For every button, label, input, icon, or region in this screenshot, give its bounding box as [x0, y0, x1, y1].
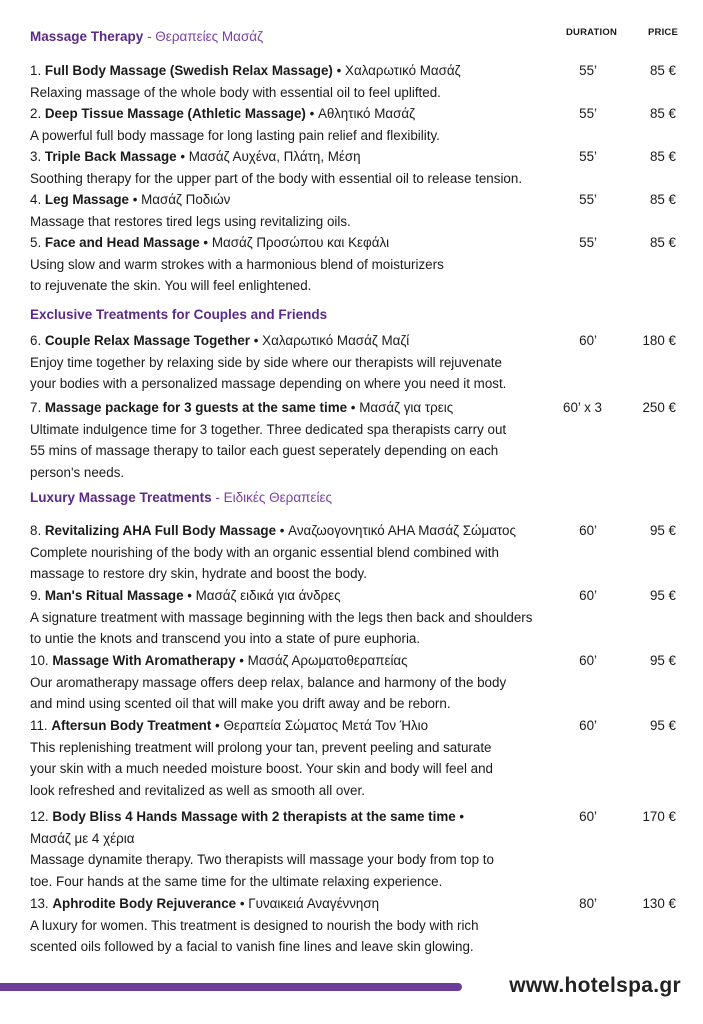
- treatment-description: Using slow and warm strokes with a harmonious blend of moisturizers: [30, 256, 444, 272]
- treatment-name: Man's Ritual Massage: [44, 588, 184, 603]
- treatment-price: 85 €: [649, 192, 676, 207]
- treatment-item: [30, 715, 690, 801]
- treatment-number: 13.: [30, 896, 53, 911]
- treatment-description: your skin with a much needed moisture boost. Your skin and body will feel and: [30, 761, 493, 776]
- footer-bar: [0, 983, 462, 991]
- treatment-price: 85 €: [649, 63, 676, 78]
- treatment-description: Enjoy time together by relaxing side by side where our therapists will rejuvenate: [30, 354, 502, 370]
- treatment-name: Massage package for 3 guests at the same time: [44, 400, 348, 415]
- treatment-item: [30, 103, 690, 146]
- section-title: Exclusive Treatments for Couples and Friends: [30, 307, 328, 322]
- treatment-duration: 55’: [579, 192, 597, 207]
- section-subtitle: - Ειδικές Θεραπείες: [211, 490, 332, 505]
- treatment-description: Relaxing massage of the whole body with essential oil to feel uplifted.: [30, 84, 441, 100]
- treatment-duration: 55’: [579, 63, 597, 78]
- treatment-number: 8.: [30, 523, 45, 538]
- treatment-price: 130 €: [642, 896, 676, 911]
- section-heading: [30, 29, 263, 44]
- treatment-name: Face and Head Massage: [44, 235, 200, 250]
- treatment-description: This replenishing treatment will prolong your tan, prevent peeling and saturate: [30, 739, 492, 755]
- treatment-name: Deep Tissue Massage (Athletic Massage): [44, 106, 306, 121]
- price-header: PRICE: [648, 27, 679, 38]
- treatment-item: [30, 330, 690, 395]
- treatment-price: 85 €: [649, 149, 676, 164]
- treatment-price: 85 €: [649, 106, 676, 121]
- treatment-item: [30, 60, 690, 103]
- treatment-number: 9.: [30, 588, 45, 603]
- treatment-name: Aftersun Body Treatment: [51, 718, 212, 733]
- treatment-price: 95 €: [649, 718, 676, 733]
- treatment-description: A signature treatment with massage beginning with the legs then back and shoulders: [30, 609, 533, 625]
- treatment-name: Aphrodite Body Rejuverance: [52, 896, 237, 911]
- treatment-price: 250 €: [642, 400, 676, 415]
- treatment-greek-name: • Μασάζ Ποδιών: [129, 192, 231, 207]
- treatment-duration: 60’: [579, 718, 597, 733]
- section-subtitle: - Θεραπείες Μασάζ: [143, 29, 264, 44]
- treatment-price: 180 €: [642, 333, 676, 348]
- treatment-duration: 60’: [579, 809, 597, 824]
- treatment-item: [30, 893, 690, 958]
- treatment-duration: 55’: [579, 235, 597, 250]
- section-heading: [30, 490, 332, 505]
- section-title: Luxury Massage Treatments: [30, 490, 212, 505]
- treatment-description: to rejuvenate the skin. You will feel enlightened.: [30, 278, 312, 293]
- section-title: Massage Therapy: [30, 29, 144, 44]
- treatment-item: [30, 650, 690, 715]
- treatment-number: 12.: [30, 809, 53, 824]
- treatment-number: 5.: [30, 235, 45, 250]
- treatment-greek-name: • Χαλαρωτικό Μασάζ Μαζί: [250, 333, 410, 348]
- treatment-item: [30, 189, 690, 232]
- treatment-price: 170 €: [642, 809, 676, 824]
- treatment-description: Μασάζ με 4 χέρια: [30, 830, 135, 846]
- treatment-name: Triple Back Massage: [44, 149, 177, 164]
- treatment-price: 95 €: [649, 523, 676, 538]
- treatment-item: [30, 146, 690, 189]
- treatment-description: Our aromatherapy massage offers deep relax, balance and harmony of the body: [30, 674, 507, 690]
- treatment-description: A luxury for women. This treatment is designed to nourish the body with rich: [30, 917, 479, 933]
- treatment-duration: 60’: [579, 523, 597, 538]
- treatment-greek-name: • Μασάζ Αυχένα, Πλάτη, Μέση: [176, 149, 361, 164]
- treatment-item: [30, 806, 690, 892]
- treatment-greek-name: • Χαλαρωτικό Μασάζ: [332, 63, 461, 78]
- treatment-description: your bodies with a personalized massage depending on where you need it most.: [30, 376, 507, 391]
- treatment-greek-name: • Μασάζ Προσώπου και Κεφάλι: [199, 235, 390, 250]
- treatment-item: [30, 232, 690, 297]
- treatment-duration: 55’: [579, 149, 597, 164]
- treatment-name: Revitalizing AHA Full Body Massage: [44, 523, 277, 538]
- treatment-duration: 60’ x 3: [563, 400, 602, 415]
- treatment-name: Couple Relax Massage Together: [44, 333, 251, 348]
- treatment-duration: 60’: [579, 588, 597, 603]
- treatment-greek-name: • Γυναικειά Αναγέννηση: [236, 896, 380, 911]
- treatment-description: Soothing therapy for the upper part of the body with essential oil to release tension.: [30, 170, 523, 186]
- website-url[interactable]: www.hotelspa.gr: [509, 974, 681, 997]
- treatment-number: 10.: [30, 653, 53, 668]
- treatment-greek-name: • Μασάζ Αρωματοθεραπείας: [235, 653, 408, 668]
- treatment-greek-name: • Μασάζ ειδικά για άνδρες: [183, 588, 341, 603]
- treatment-price: 95 €: [649, 653, 676, 668]
- treatment-name: Body Bliss 4 Hands Massage with 2 therapists at the same time: [52, 809, 456, 824]
- treatment-name: Full Body Massage (Swedish Relax Massage): [44, 63, 333, 78]
- treatment-description: 55 mins of massage therapy to tailor each guest seperately depending on each: [30, 443, 499, 458]
- duration-header: DURATION: [566, 27, 618, 38]
- treatment-number: 2.: [30, 106, 45, 121]
- treatment-description: Massage that restores tired legs using revitalizing oils.: [30, 213, 351, 229]
- treatment-duration: 60’: [579, 333, 597, 348]
- treatment-description: Massage dynamite therapy. Two therapists will massage your body from top to: [30, 852, 494, 867]
- treatment-number: 11.: [30, 718, 52, 733]
- treatment-description: person's needs.: [30, 464, 125, 480]
- section-heading: [30, 307, 327, 322]
- treatment-price: 85 €: [649, 235, 676, 250]
- treatment-item: [30, 520, 690, 585]
- treatment-description: look refreshed and revitalized as well as smooth all over.: [30, 782, 365, 798]
- treatment-greek-name: • Μασάζ για τρεις: [347, 400, 454, 415]
- treatment-description: and mind using scented oil that will make you drift away and be reborn.: [30, 696, 451, 711]
- treatment-item: [30, 585, 690, 650]
- treatment-description: to untie the knots and transcend you into a state of pure euphoria.: [30, 631, 421, 646]
- treatment-greek-name: • Θεραπεία Σώματος Μετά Τον Ήλιο: [211, 718, 429, 733]
- treatment-number: 7.: [30, 400, 45, 415]
- treatment-number: 6.: [30, 333, 45, 348]
- treatment-name: Leg Massage: [44, 192, 129, 207]
- treatment-description: massage to restore dry skin, hydrate and boost the body.: [30, 566, 367, 581]
- treatment-greek-name: • Αθλητικό Μασάζ: [305, 106, 416, 121]
- treatment-description: scented oils followed by a facial to vanish fine lines and leave skin glowing.: [30, 939, 474, 954]
- treatment-description: toe. Four hands at the same time for the ultimate relaxing experience.: [30, 873, 443, 889]
- treatment-greek-name: •: [455, 809, 465, 824]
- treatment-duration: 55’: [579, 106, 597, 121]
- treatment-duration: 80’: [579, 896, 597, 911]
- treatment-description: A powerful full body massage for long lasting pain relief and flexibility.: [30, 127, 440, 143]
- treatment-greek-name: • Αναζωογονητικό ΑΗΑ Μασάζ Σώματος: [276, 523, 516, 538]
- treatment-description: Ultimate indulgence time for 3 together. Three dedicated spa therapists carry out: [30, 421, 507, 437]
- treatment-duration: 60’: [579, 653, 597, 668]
- treatment-price: 95 €: [649, 588, 676, 603]
- treatment-number: 3.: [30, 149, 45, 164]
- treatment-name: Massage With Aromatherapy: [52, 653, 236, 668]
- treatment-description: Complete nourishing of the body with an organic essential blend combined with: [30, 544, 499, 560]
- treatment-number: 4.: [30, 192, 45, 207]
- treatment-item: [30, 397, 690, 483]
- treatment-number: 1.: [30, 63, 45, 78]
